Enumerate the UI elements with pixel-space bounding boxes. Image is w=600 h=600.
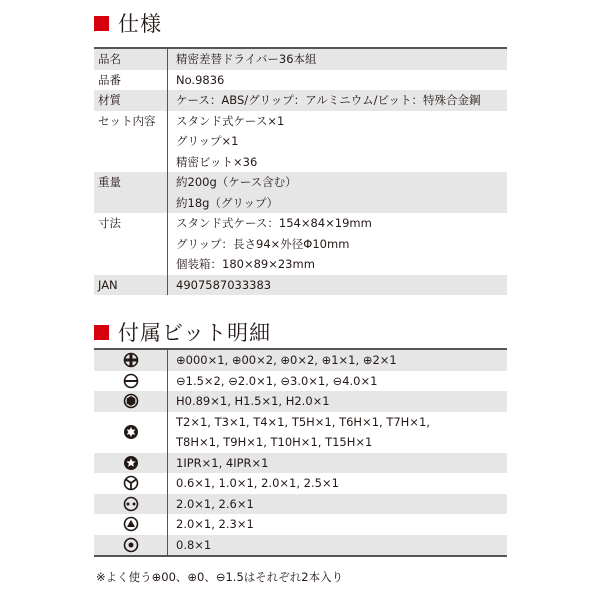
bit-row: [94, 453, 507, 474]
torx-icon: [94, 412, 168, 453]
spec-table: [94, 47, 507, 295]
bit-sizes-line: T2×1, T3×1, T4×1, T5H×1, T6H×1, T7H×1,: [176, 414, 430, 429]
bit-sizes-line: H0.89×1, H1.5×1, H2.0×1: [176, 394, 330, 408]
spec-label: 寸法: [94, 213, 168, 275]
red-square-icon: [94, 16, 109, 31]
spec-label: 重量: [94, 172, 168, 213]
spec-value: [168, 111, 508, 173]
spec-value: [168, 213, 508, 275]
bits-title: 付属ビット明細: [118, 321, 272, 345]
spec-value-line: 精密差替ドライバー36本組: [176, 52, 317, 66]
spec-value-line: グリップ×1: [176, 134, 239, 148]
spec-row: [94, 213, 507, 275]
pentalobe-icon: [94, 453, 168, 474]
spec-label: セット内容: [94, 111, 168, 173]
bit-sizes: [168, 412, 508, 453]
bit-row: [94, 391, 507, 412]
bit-sizes-line: 0.6×1, 1.0×1, 2.0×1, 2.5×1: [176, 476, 339, 490]
spec-value-line: スタンド式ケース×1: [176, 113, 285, 128]
spec-value: [168, 90, 508, 111]
spec-row: [94, 70, 507, 91]
bit-sizes-line: 2.0×1, 2.3×1: [176, 517, 254, 531]
spec-value-line: 個装箱：180×89×23mm: [176, 257, 315, 271]
slotted-icon: [94, 371, 168, 392]
bits-heading: [94, 317, 271, 347]
spec-value: [168, 275, 508, 296]
spec-value-line: スタンド式ケース：154×84×19mm: [176, 216, 372, 230]
bit-sizes-line: ⊕000×1, ⊕00×2, ⊕0×2, ⊕1×1, ⊕2×1: [176, 353, 397, 367]
spec-label: 品名: [94, 48, 168, 70]
spec-value-line: 約200g（ケース含む）: [176, 175, 297, 189]
spec-row: [94, 48, 507, 70]
spec-value: [168, 48, 508, 70]
bit-sizes-line: 2.0×1, 2.6×1: [176, 496, 254, 511]
bit-sizes: [168, 473, 508, 494]
bit-row: [94, 535, 507, 557]
bit-sizes: [168, 535, 508, 557]
bit-sizes-line: 1IPR×1, 4IPR×1: [176, 455, 269, 470]
bit-row: [94, 371, 507, 392]
bits-table: [94, 348, 507, 557]
bit-sizes-line: ⊖1.5×2, ⊖2.0×1, ⊖3.0×1, ⊖4.0×1: [176, 373, 378, 388]
spec-value-line: ケース：ABS/グリップ：アルミニウム/ビット：特殊合金鋼: [176, 93, 481, 107]
triangle-icon: [94, 514, 168, 535]
bit-sizes: [168, 494, 508, 515]
tri-wing-icon: [94, 473, 168, 494]
spec-row: [94, 111, 507, 173]
bit-sizes-line: T8H×1, T9H×1, T10H×1, T15H×1: [176, 435, 373, 449]
spec-value-line: 4907587033383: [176, 277, 272, 292]
spanner-icon: [94, 494, 168, 515]
spec-value: [168, 70, 508, 91]
spec-value-line: 約18g（グリップ）: [176, 195, 279, 210]
bit-row: [94, 473, 507, 494]
spec-label: JAN: [94, 275, 168, 296]
spec-title: 仕様: [118, 12, 162, 36]
spec-row: [94, 90, 507, 111]
center-dot-icon: [94, 535, 168, 557]
bit-row: [94, 412, 507, 453]
spec-label: 品番: [94, 70, 168, 91]
footnote: ※よく使う⊕00、⊕0、⊖1.5はそれぞれ2本入り: [96, 570, 344, 584]
bit-sizes: [168, 391, 508, 412]
spec-value: [168, 172, 508, 213]
spec-value-line: No.9836: [176, 72, 225, 87]
bit-sizes: [168, 349, 508, 371]
bit-row: [94, 514, 507, 535]
spec-label: 材質: [94, 90, 168, 111]
phillips-icon: [94, 349, 168, 371]
bit-sizes: [168, 453, 508, 474]
bit-sizes: [168, 514, 508, 535]
spec-row: [94, 275, 507, 296]
bit-row: [94, 494, 507, 515]
red-square-icon: [94, 325, 109, 340]
spec-heading: [94, 8, 162, 38]
spec-row: [94, 172, 507, 213]
bit-sizes-line: 0.8×1: [176, 537, 212, 552]
spec-value-line: 精密ビット×36: [176, 154, 258, 169]
bit-row: [94, 349, 507, 371]
bit-sizes: [168, 371, 508, 392]
spec-value-line: グリップ：長さ94×外径Φ10mm: [176, 236, 350, 251]
hex-icon: [94, 391, 168, 412]
